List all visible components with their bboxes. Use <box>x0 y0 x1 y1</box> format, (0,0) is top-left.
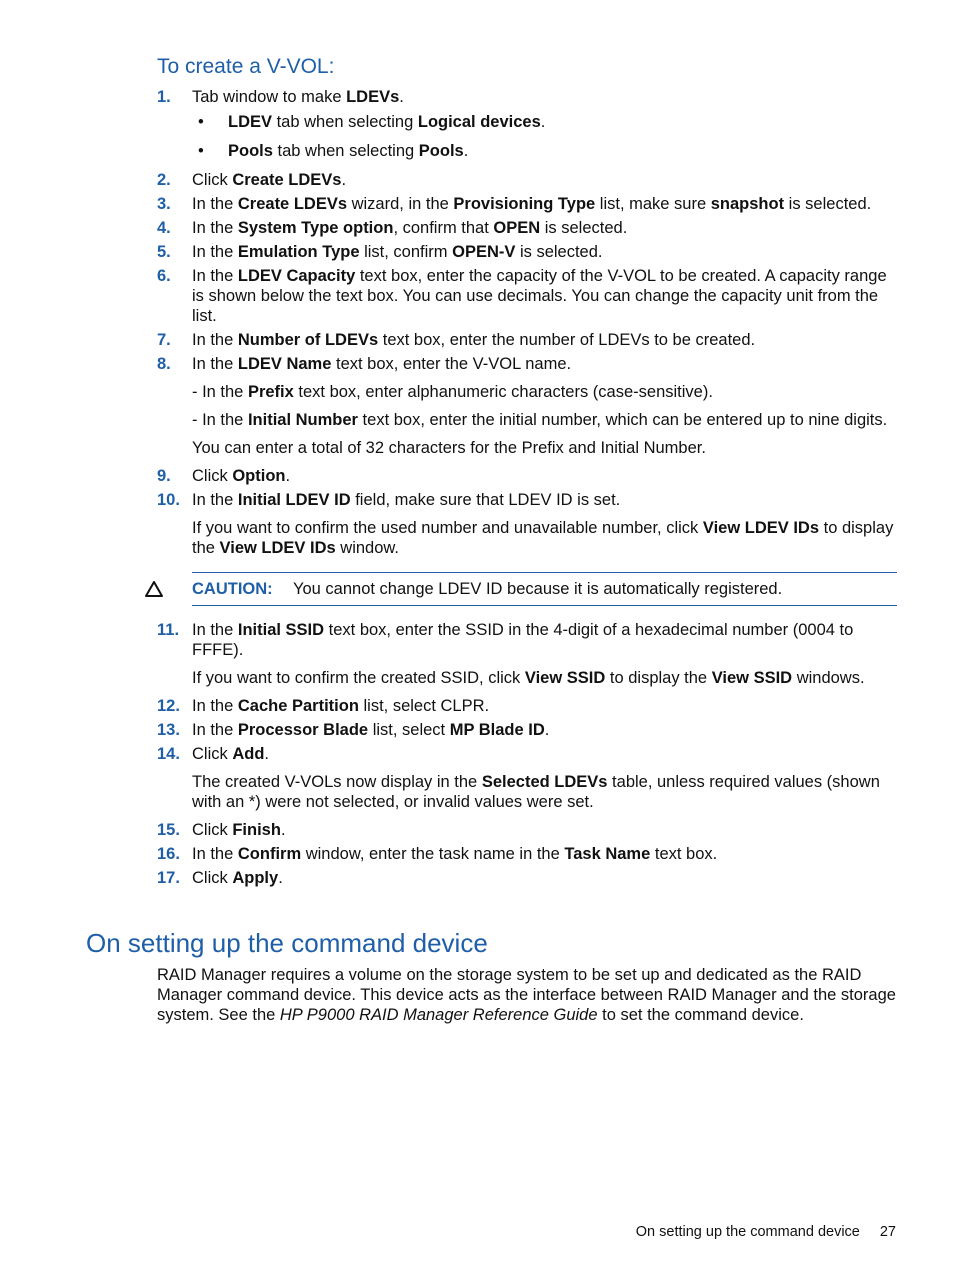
ui-term: Initial Number <box>247 411 358 429</box>
section-paragraph <box>157 965 897 1025</box>
procedure-steps <box>157 87 897 892</box>
ui-term: Number of LDEVs <box>237 331 379 349</box>
step-text: text box, enter the SSID in the 4-digit of a hexadecimal number (0004 to FFFE). <box>192 621 854 659</box>
ui-term: Emulation Type <box>237 243 360 261</box>
step-text: list, make sure <box>595 195 711 213</box>
step-14-note <box>192 772 897 812</box>
step-number: 4. <box>157 219 171 237</box>
ui-term: Finish <box>232 821 281 839</box>
step-text: . <box>544 721 550 739</box>
step-8-initial-number-note <box>192 410 897 430</box>
step-text: In the <box>192 697 238 715</box>
step-text: field, make sure that LDEV ID is set. <box>350 491 621 509</box>
step-text: is selected. <box>784 195 872 213</box>
ui-term: MP Blade ID <box>449 721 545 739</box>
ui-term: Create LDEVs <box>237 195 348 213</box>
step-8-prefix-note <box>192 382 897 402</box>
step-5 <box>157 242 897 262</box>
step-9 <box>157 466 897 486</box>
paragraph-text: RAID Manager requires a volume on the storage system to be set up and dedicated as the RAID Manager command device. This device acts as the interface between RAID Manager and the storage system. See the <box>157 966 896 1024</box>
step-text: . <box>399 88 404 106</box>
step-text: . <box>540 113 546 131</box>
paragraph-text: to set the command device. <box>597 1006 804 1024</box>
step-text: text box, enter the initial number, which can be entered up to nine digits. <box>357 411 888 429</box>
step-text: - In the <box>192 383 248 401</box>
step-text: to display the <box>605 669 712 687</box>
step-text: In the <box>192 355 238 373</box>
step-text: If you want to confirm the created SSID, click <box>192 669 525 687</box>
step-text: . <box>285 467 291 485</box>
step-text: Click <box>192 467 233 485</box>
step-text: . <box>278 869 283 887</box>
ui-term: Provisioning Type <box>453 195 596 213</box>
step-7 <box>157 330 897 350</box>
caution-label: CAUTION: <box>192 580 273 598</box>
step-number: 7. <box>157 331 171 349</box>
step-number: 5. <box>157 243 171 261</box>
step-number: 14. <box>157 745 180 763</box>
ui-term: View SSID <box>524 669 606 687</box>
ui-term: Prefix <box>247 383 294 401</box>
step-8-total-note: You can enter a total of 32 characters for the Prefix and Initial Number. <box>192 439 706 457</box>
step-number: 10. <box>157 491 180 509</box>
step-10-note <box>192 518 897 558</box>
ui-term: View LDEV IDs <box>702 519 820 537</box>
ui-term: OPEN <box>493 219 541 237</box>
step-text: text box. <box>650 845 718 863</box>
step-text: list, confirm <box>359 243 453 261</box>
ui-term: Confirm <box>237 845 302 863</box>
step-17 <box>157 868 897 888</box>
caution-text: You cannot change LDEV ID because it is automatically registered. <box>293 580 783 598</box>
page-number: 27 <box>879 1224 896 1240</box>
ui-term: LDEV Name <box>237 355 332 373</box>
ui-term: Pools <box>418 142 464 160</box>
procedure-title: To create a V-VOL: <box>157 55 335 78</box>
step-2 <box>157 170 897 190</box>
ui-term: Cache Partition <box>237 697 359 715</box>
step-number: 11. <box>157 621 180 639</box>
step-text: The created V-VOLs now display in the <box>192 773 482 791</box>
step-text: is selected. <box>540 219 628 237</box>
section-heading: On setting up the command device <box>86 928 488 958</box>
step-text: If you want to confirm the used number and unavailable number, click <box>192 519 703 537</box>
step-text: . <box>463 142 469 160</box>
step-3 <box>157 194 897 214</box>
footer-section-title: On setting up the command device <box>635 1224 860 1240</box>
ui-term: Apply <box>232 869 279 887</box>
step-text: In the <box>192 195 238 213</box>
ui-term: Create LDEVs <box>232 171 342 189</box>
list-item <box>192 141 897 161</box>
step-number: 8. <box>157 355 171 373</box>
step-text: . <box>280 821 286 839</box>
step-text: Click <box>192 745 233 763</box>
page-footer <box>600 1222 896 1242</box>
step-13 <box>157 720 897 740</box>
step-11-note <box>192 668 897 688</box>
warning-triangle-icon <box>144 579 164 599</box>
step-text: - In the <box>192 411 248 429</box>
step-15 <box>157 820 897 840</box>
ui-term: Add <box>232 745 265 763</box>
ui-term: LDEVs <box>346 88 400 106</box>
step-12 <box>157 696 897 716</box>
bullet-icon: • <box>198 142 204 160</box>
step-text: Click <box>192 869 233 887</box>
ui-term: System Type option <box>237 219 394 237</box>
step-text: is selected. <box>515 243 603 261</box>
step-text: Tab window to make <box>192 88 347 106</box>
step-text: text box, enter alphanumeric characters (case-sensitive). <box>293 383 713 401</box>
step-text: In the <box>192 721 238 739</box>
step-text: list, select CLPR. <box>358 697 490 715</box>
step-number: 2. <box>157 171 171 189</box>
ui-term: Initial SSID <box>237 621 325 639</box>
ui-term: View LDEV IDs <box>219 539 336 557</box>
ui-term: Logical devices <box>417 113 541 131</box>
step-text: to display the <box>192 519 894 557</box>
caution-box <box>192 572 897 606</box>
step-text: . <box>264 745 270 763</box>
step-10 <box>157 490 897 510</box>
step-text: In the <box>192 267 238 285</box>
step-text: In the <box>192 243 238 261</box>
step-text: text box, enter the capacity of the V-VOL to be created. A capacity range is shown below the text box. You can use decimals. You can change the capacity unit from the list. <box>192 267 887 325</box>
step-text: table, unless required values (shown with an *) were not selected, or invalid values were set. <box>192 773 880 811</box>
step-16 <box>157 844 897 864</box>
step-number: 15. <box>157 821 180 839</box>
step-text: In the <box>192 491 238 509</box>
step-text: In the <box>192 621 238 639</box>
step-number: 6. <box>157 267 171 285</box>
step-text: window. <box>335 539 399 557</box>
step-text: . <box>341 171 347 189</box>
step-number: 16. <box>157 845 180 863</box>
list-item <box>192 112 897 132</box>
step-1 <box>157 87 897 107</box>
step-text: wizard, in the <box>347 195 454 213</box>
ui-term: LDEV <box>228 113 273 131</box>
ui-term: View SSID <box>711 669 793 687</box>
step-6 <box>157 266 897 326</box>
ui-term: LDEV Capacity <box>237 267 356 285</box>
step-text: , confirm that <box>393 219 494 237</box>
step-text: In the <box>192 845 238 863</box>
step-11 <box>157 620 897 660</box>
ui-term: Initial LDEV ID <box>237 491 351 509</box>
ui-term: Selected LDEVs <box>481 773 608 791</box>
step-text: In the <box>192 331 238 349</box>
step-4 <box>157 218 897 238</box>
step-text: text box, enter the number of LDEVs to be created. <box>378 331 756 349</box>
step-text: Click <box>192 821 233 839</box>
bullet-icon: • <box>198 113 204 131</box>
guide-title: HP P9000 RAID Manager Reference Guide <box>279 1006 598 1024</box>
step-text: windows. <box>792 669 865 687</box>
step-8 <box>157 354 897 374</box>
step-number: 17. <box>157 869 180 887</box>
step-number: 13. <box>157 721 180 739</box>
step-number: 1. <box>157 88 171 106</box>
step-14 <box>157 744 897 764</box>
ui-term: Processor Blade <box>237 721 369 739</box>
step-text: list, select <box>368 721 450 739</box>
step-number: 12. <box>157 697 180 715</box>
ui-term: OPEN-V <box>452 243 516 261</box>
step-text: Click <box>192 171 233 189</box>
ui-term: Option <box>232 467 286 485</box>
step-text: window, enter the task name in the <box>301 845 565 863</box>
step-text: tab when selecting <box>272 142 419 160</box>
step-text: text box, enter the V-VOL name. <box>331 355 572 373</box>
ui-term: Pools <box>228 142 273 160</box>
step-text: tab when selecting <box>272 113 418 131</box>
step-number: 9. <box>157 467 171 485</box>
ui-term: Task Name <box>564 845 651 863</box>
step-1-bullets <box>192 112 897 161</box>
step-number: 3. <box>157 195 171 213</box>
step-text: In the <box>192 219 238 237</box>
ui-term: snapshot <box>710 195 785 213</box>
